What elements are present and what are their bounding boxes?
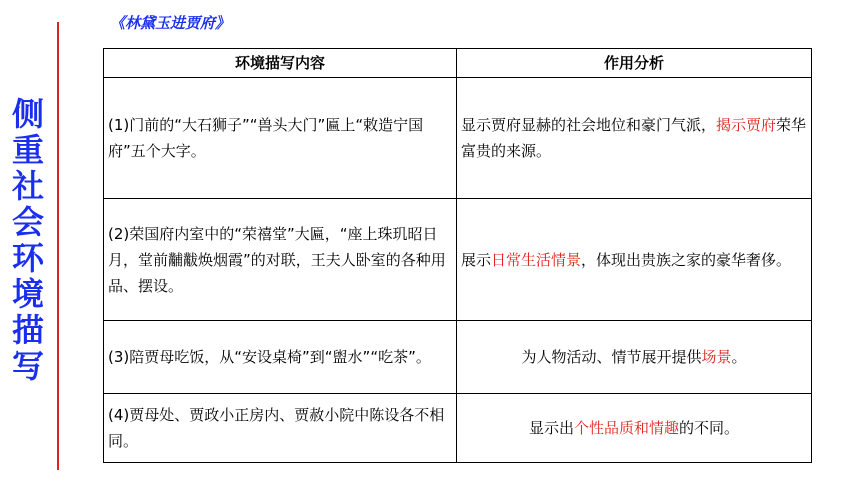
side-title-char: 环 bbox=[11, 239, 44, 277]
analysis-text: 荣华富贵的来源。 bbox=[461, 116, 807, 160]
document-title: 《林黛玉进贾府》 bbox=[110, 14, 231, 32]
side-title-char: 重 bbox=[11, 131, 44, 169]
table-row bbox=[104, 394, 812, 463]
side-title-char: 境 bbox=[11, 275, 44, 313]
content-cell: (1)门前的“大石狮子”“兽头大门”匾上“敕造宁国府”五个大字。 bbox=[104, 78, 457, 199]
analysis-cell bbox=[457, 199, 812, 321]
table-row bbox=[104, 78, 812, 199]
analysis-table bbox=[103, 48, 812, 463]
analysis-highlight: 揭示贾府 bbox=[716, 116, 777, 134]
header-analysis: 作用分析 bbox=[457, 49, 812, 78]
analysis-highlight: 场景 bbox=[701, 348, 732, 366]
analysis-text: 。 bbox=[731, 348, 747, 366]
content-cell: (4)贾母处、贾政小正房内、贾赦小院中陈设各不相同。 bbox=[104, 394, 457, 463]
side-title-char: 写 bbox=[11, 347, 44, 385]
analysis-highlight: 日常生活情景 bbox=[491, 250, 582, 269]
vertical-red-divider bbox=[57, 22, 59, 470]
content-cell: (2)荣国府内室中的“荣禧堂”大匾，“座上珠玑昭日月，堂前黼黻焕烟霞”的对联，王夫人卧室的各种用品、摆设。 bbox=[104, 199, 457, 321]
side-title-char: 社 bbox=[11, 167, 44, 205]
table-header-row bbox=[104, 49, 812, 78]
analysis-highlight: 个性品质和情趣 bbox=[573, 419, 679, 437]
analysis-text: 的不同。 bbox=[679, 419, 740, 437]
analysis-cell bbox=[457, 78, 812, 199]
side-title-char: 侧 bbox=[11, 95, 44, 133]
table-row bbox=[104, 321, 812, 394]
side-title-char: 会 bbox=[11, 203, 44, 241]
content-cell: (3)陪贾母吃饭，从“安设桌椅”到“盥水”“吃茶”。 bbox=[104, 321, 457, 394]
analysis-text: 显示贾府显赫的社会地位和豪门气派， bbox=[461, 116, 717, 134]
analysis-text: 展示 bbox=[461, 250, 492, 269]
analysis-cell bbox=[457, 321, 812, 394]
side-title-char: 描 bbox=[11, 311, 44, 349]
header-content: 环境描写内容 bbox=[104, 49, 457, 78]
analysis-text: 为人物活动、情节展开提供 bbox=[521, 348, 702, 366]
table-row bbox=[104, 199, 812, 321]
analysis-text: ，体现出贵族之家的豪华奢侈。 bbox=[581, 250, 792, 269]
side-title bbox=[8, 96, 48, 384]
analysis-text: 显示出 bbox=[528, 419, 574, 437]
analysis-cell bbox=[457, 394, 812, 463]
